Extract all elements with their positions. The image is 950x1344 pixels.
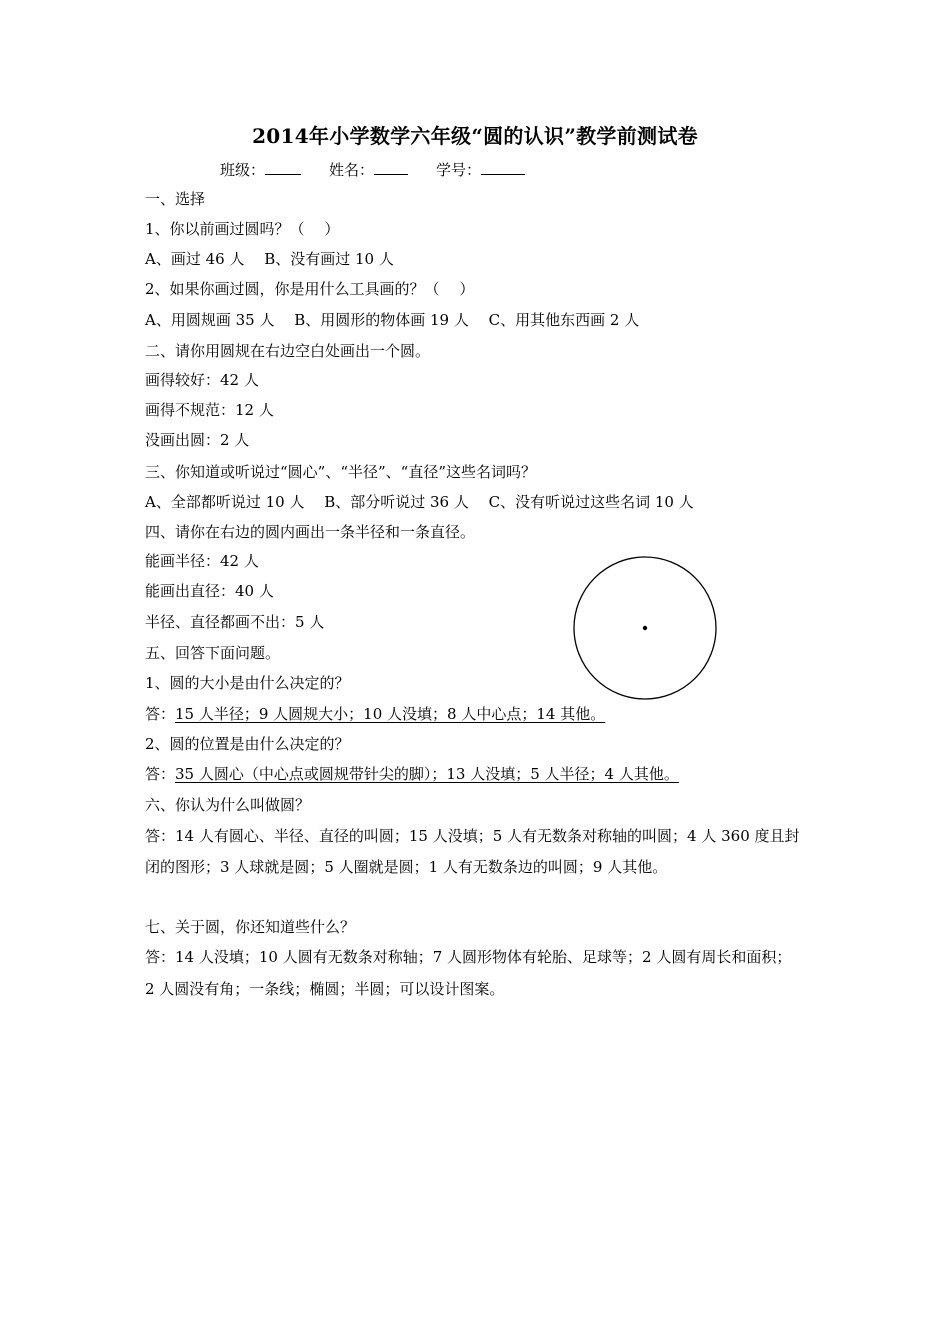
answer-prefix: 答： <box>145 705 176 723</box>
question-1-options: A、画过 46 人 B、没有画过 10 人 <box>145 250 394 268</box>
section-4-result-radius: 能画半径：42 人 <box>145 552 259 570</box>
class-label: 班级： <box>220 161 266 179</box>
section-2-result-irregular: 画得不规范：12 人 <box>145 401 274 419</box>
section-3-heading: 三、你知道或听说过“圆心”、“半径”、“直径”这些名词吗？ <box>145 463 537 481</box>
question-2: 2、如果你画过圆，你是用什么工具画的？（ ） <box>145 280 475 298</box>
section-3-options: A、全部都听说过 10 人 B、部分听说过 36 人 C、没有听说过这些名词 10 人 <box>145 493 694 511</box>
section-4-result-neither: 半径、直径都画不出：5 人 <box>145 613 325 631</box>
answer-2-text: 35 人圆心（中心点或圆规带针尖的脚）；13 人没填；5 人半径；4 人其他。 <box>175 765 679 783</box>
section-1-heading: 一、选择 <box>145 190 206 208</box>
circle-diagram <box>570 555 720 705</box>
section-7-answer-line-2: 2 人圆没有角；一条线；椭圆；半圆；可以设计图案。 <box>145 980 505 998</box>
name-blank <box>374 160 408 175</box>
section-5-answer-1 <box>145 702 605 726</box>
section-5-question-2: 2、圆的位置是由什么决定的？ <box>145 735 350 753</box>
id-blank <box>481 160 525 175</box>
answer-1-text: 15 人半径；9 人圆规大小；10 人没填；8 人中心点；14 其他。 <box>175 705 606 723</box>
answer-prefix: 答： <box>145 765 176 783</box>
section-5-answer-2 <box>145 762 679 786</box>
section-2-result-good: 画得较好：42 人 <box>145 371 259 389</box>
class-blank <box>265 160 301 175</box>
circle-center-dot <box>643 626 647 630</box>
section-4-result-diameter: 能画出直径：40 人 <box>145 582 274 600</box>
section-6-answer-line-2: 闭的图形；3 人球就是圆；5 人圈就是圆；1 人有无数条边的叫圆；9 人其他。 <box>145 858 668 876</box>
question-2-options: A、用圆规画 35 人 B、用圆形的物体画 19 人 C、用其他东西画 2 人 <box>145 311 640 329</box>
section-2-heading: 二、请你用圆规在右边空白处画出一个圆。 <box>145 342 431 360</box>
page-title: 2014年小学数学六年级“圆的认识”教学前测试卷 <box>252 124 698 148</box>
section-7-answer-line-1: 答：14 人没填；10 人圆有无数条对称轴；7 人圆形物体有轮胎、足球等；2 人圆有周长和面积； <box>145 948 792 966</box>
student-info-row <box>220 158 553 182</box>
question-1: 1、你以前画过圆吗？（ ） <box>145 220 340 238</box>
section-5-heading: 五、回答下面问题。 <box>145 644 281 662</box>
id-label: 学号： <box>436 161 482 179</box>
section-5-question-1: 1、圆的大小是由什么决定的？ <box>145 674 350 692</box>
section-6-answer-line-1: 答：14 人有圆心、半径、直径的叫圆；15 人没填；5 人有无数条对称轴的叫圆；4 人 360 度且封 <box>145 827 800 845</box>
name-label: 姓名： <box>329 161 375 179</box>
section-7-heading: 七、关于圆，你还知道些什么？ <box>145 918 356 936</box>
section-4-heading: 四、请你在右边的圆内画出一条半径和一条直径。 <box>145 523 476 541</box>
section-6-heading: 六、你认为什么叫做圆？ <box>145 796 311 814</box>
section-2-result-none: 没画出圆：2 人 <box>145 431 250 449</box>
